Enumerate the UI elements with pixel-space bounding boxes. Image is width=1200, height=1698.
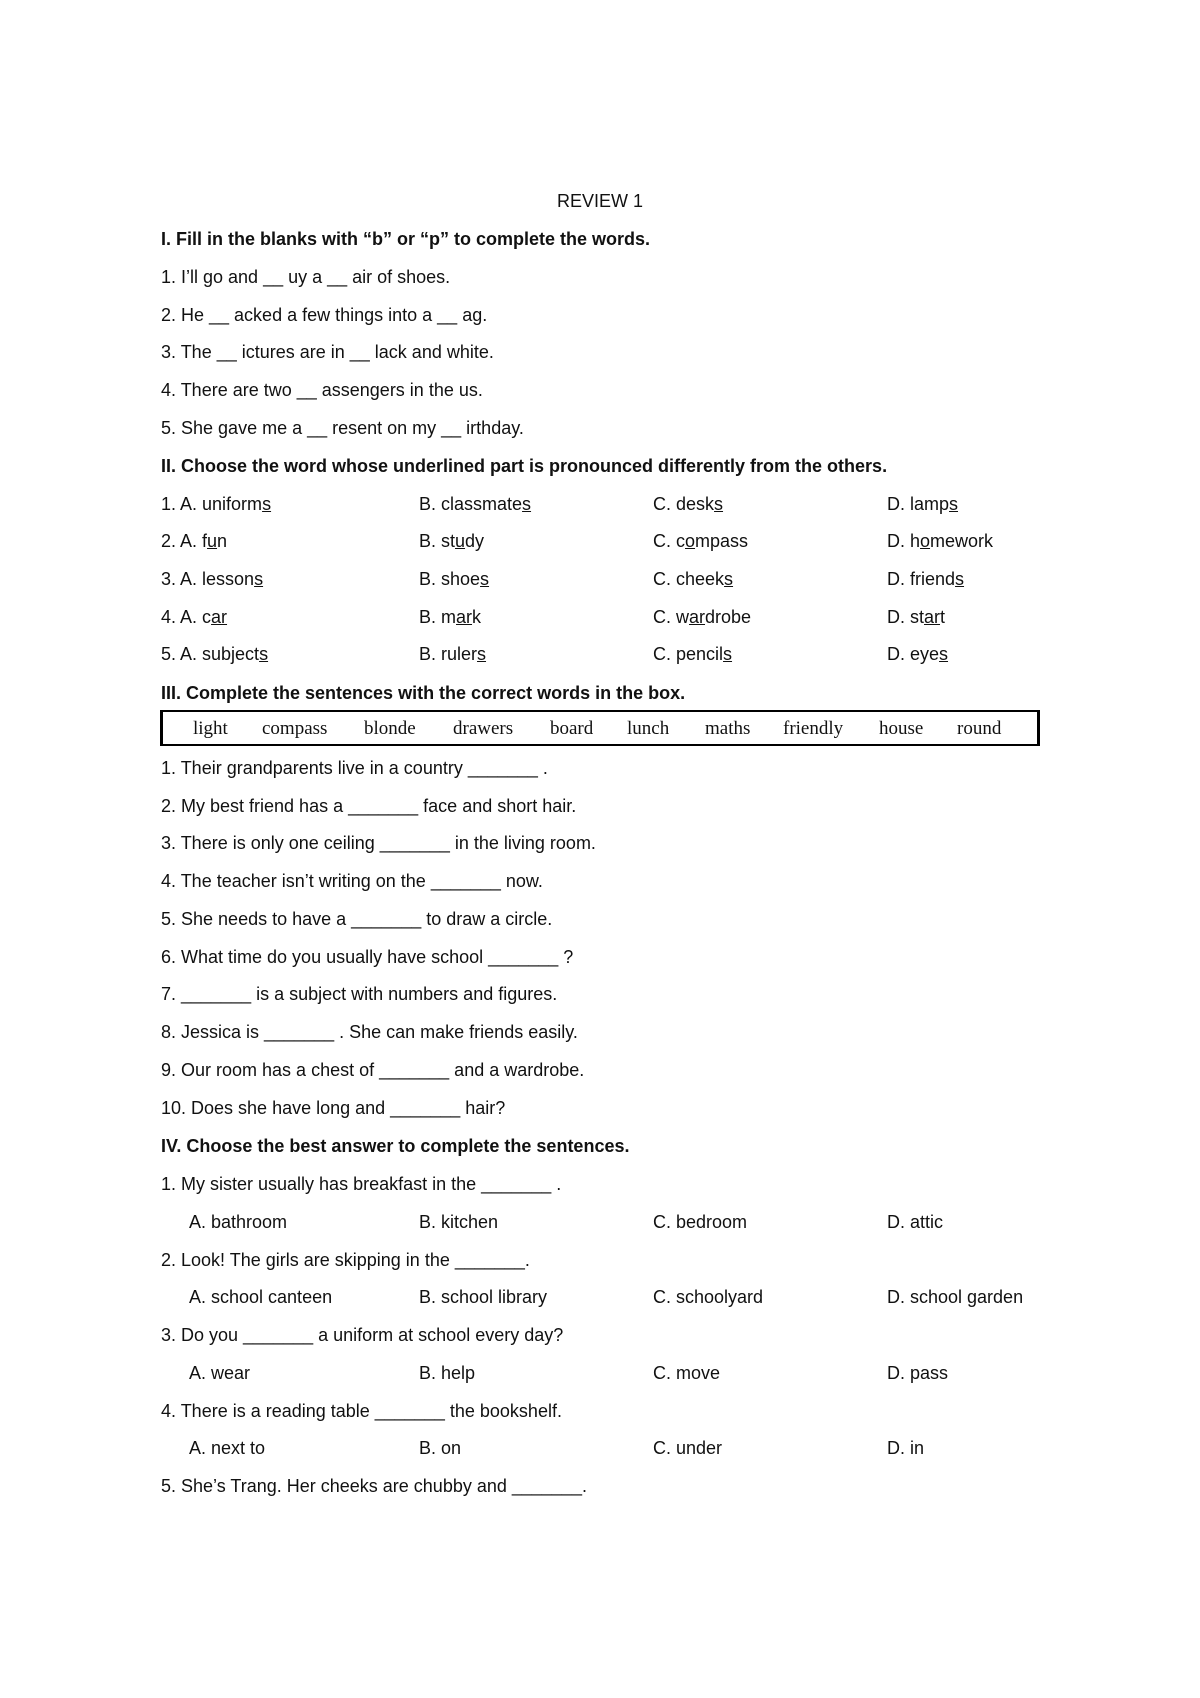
section2-option xyxy=(419,568,489,590)
answer-option: C. under xyxy=(653,1438,723,1458)
answer-option: A. school canteen xyxy=(189,1287,333,1307)
answer-option: A. bathroom xyxy=(189,1212,288,1232)
section4-question: 3. Do you _______ a uniform at school every day? xyxy=(161,1325,564,1345)
section2-option xyxy=(161,606,227,628)
underlined-part: s xyxy=(477,644,487,664)
answer-option: C. schoolyard xyxy=(653,1287,764,1307)
option-text: 3. A. lesson xyxy=(161,569,255,589)
section2-option xyxy=(161,493,271,515)
underlined-part: s xyxy=(262,494,272,514)
underlined-part: ar xyxy=(924,607,941,627)
option-text: C. w xyxy=(653,607,689,627)
underlined-part: u xyxy=(455,531,466,551)
underlined-part: ar xyxy=(689,607,706,627)
option-text: mework xyxy=(930,531,994,551)
option-text: B. shoe xyxy=(419,569,481,589)
option-text: C. pencil xyxy=(653,644,724,664)
box-word: drawers xyxy=(453,718,514,739)
section2-option xyxy=(419,530,484,552)
section3-item: 7. _______ is a subject with numbers and figures. xyxy=(161,984,558,1004)
underlined-part: ar xyxy=(211,607,228,627)
section1-heading: I. Fill in the blanks with “b” or “p” to complete the words. xyxy=(161,229,651,249)
option-text: D. friend xyxy=(887,569,956,589)
underlined-part: o xyxy=(920,531,931,551)
underlined-part: s xyxy=(522,494,532,514)
section3-item: 5. She needs to have a _______ to draw a circle. xyxy=(161,909,553,929)
section3-item: 4. The teacher isn’t writing on the _______ now. xyxy=(161,871,543,891)
answer-option: D. attic xyxy=(887,1212,944,1232)
answer-option: C. bedroom xyxy=(653,1212,748,1232)
section2-option xyxy=(887,493,958,515)
answer-option: A. wear xyxy=(189,1363,251,1383)
underlined-part: s xyxy=(939,644,949,664)
section2-option xyxy=(887,530,993,552)
option-text: 1. A. uniform xyxy=(161,494,263,514)
section2-option xyxy=(419,606,481,628)
option-text: B. ruler xyxy=(419,644,478,664)
box-word: maths xyxy=(705,718,751,739)
section2-option xyxy=(161,530,227,552)
section2-option xyxy=(887,643,948,665)
option-text: n xyxy=(217,531,228,551)
option-text: 4. A. c xyxy=(161,607,212,627)
box-word: house xyxy=(879,718,924,739)
answer-option: D. pass xyxy=(887,1363,949,1383)
section1-item: 2. He __ acked a few things into a __ ag. xyxy=(161,305,488,325)
option-text: C. cheek xyxy=(653,569,725,589)
box-word: board xyxy=(550,718,594,739)
section2-option xyxy=(161,568,263,590)
underlined-part: s xyxy=(480,569,490,589)
option-text: D. lamp xyxy=(887,494,950,514)
section2-option xyxy=(419,493,531,515)
option-text: B. st xyxy=(419,531,456,551)
option-text: C. c xyxy=(653,531,686,551)
answer-option: D. in xyxy=(887,1438,925,1458)
box-word: light xyxy=(193,718,228,739)
section1-item: 3. The __ ictures are in __ lack and white. xyxy=(161,342,494,362)
section1-item: 5. She gave me a __ resent on my __ irthday. xyxy=(161,418,524,438)
section2-option xyxy=(653,493,723,515)
underlined-part: s xyxy=(955,569,965,589)
option-text: B. m xyxy=(419,607,457,627)
section3-item: 1. Their grandparents live in a country _______ . xyxy=(161,758,548,778)
option-text: drobe xyxy=(705,607,752,627)
section2-option xyxy=(653,606,751,628)
section2-option xyxy=(653,568,733,590)
section2-heading: II. Choose the word whose underlined part is pronounced differently from the others. xyxy=(161,456,888,476)
section2-option xyxy=(419,643,486,665)
option-text: 2. A. f xyxy=(161,531,208,551)
answer-option: B. kitchen xyxy=(419,1212,499,1232)
section4-heading: IV. Choose the best answer to complete the sentences. xyxy=(161,1136,630,1156)
box-word: lunch xyxy=(627,718,670,739)
word-box xyxy=(160,710,1040,746)
underlined-part: ar xyxy=(456,607,473,627)
section3-item: 10. Does she have long and _______ hair? xyxy=(161,1098,506,1118)
section3-heading: III. Complete the sentences with the correct words in the box. xyxy=(161,683,686,703)
option-text: C. desk xyxy=(653,494,715,514)
page-title: REVIEW 1 xyxy=(556,191,644,211)
section1-item: 4. There are two __ assengers in the us. xyxy=(161,380,483,400)
section3-item: 9. Our room has a chest of _______ and a wardrobe. xyxy=(161,1060,585,1080)
section2-option xyxy=(887,568,964,590)
underlined-part: u xyxy=(207,531,218,551)
box-word: round xyxy=(957,718,1002,739)
option-text: 5. A. subject xyxy=(161,644,260,664)
underlined-part: s xyxy=(259,644,269,664)
underlined-part: s xyxy=(254,569,264,589)
section3-item: 6. What time do you usually have school _______ ? xyxy=(161,947,574,967)
section4-question: 4. There is a reading table _______ the bookshelf. xyxy=(161,1401,562,1421)
section1-item: 1. I’ll go and __ uy a __ air of shoes. xyxy=(161,267,451,287)
option-text: k xyxy=(472,607,482,627)
option-text: B. classmate xyxy=(419,494,523,514)
option-text: mpass xyxy=(695,531,749,551)
section4-question: 5. She’s Trang. Her cheeks are chubby and _______. xyxy=(161,1476,587,1496)
section4-question: 2. Look! The girls are skipping in the _______. xyxy=(161,1250,530,1270)
section2-option xyxy=(653,643,732,665)
box-word: compass xyxy=(262,718,328,739)
box-word: blonde xyxy=(364,718,416,739)
box-word: friendly xyxy=(783,718,844,739)
option-text: t xyxy=(940,607,946,627)
answer-option: B. school library xyxy=(419,1287,548,1307)
section3-item: 8. Jessica is _______ . She can make friends easily. xyxy=(161,1022,578,1042)
section2-option xyxy=(653,530,748,552)
underlined-part: s xyxy=(714,494,724,514)
underlined-part: s xyxy=(949,494,959,514)
section2-option xyxy=(161,643,268,665)
section3-item: 2. My best friend has a _______ face and short hair. xyxy=(161,796,577,816)
underlined-part: o xyxy=(685,531,696,551)
option-text: D. eye xyxy=(887,644,940,664)
underlined-part: s xyxy=(723,644,733,664)
option-text: D. st xyxy=(887,607,925,627)
answer-option: C. move xyxy=(653,1363,721,1383)
underlined-part: s xyxy=(724,569,734,589)
section2-option xyxy=(887,606,945,628)
section4-question: 1. My sister usually has breakfast in the _______ . xyxy=(161,1174,562,1194)
answer-option: B. help xyxy=(419,1363,476,1383)
answer-option: D. school garden xyxy=(887,1287,1024,1307)
answer-option: B. on xyxy=(419,1438,462,1458)
answer-option: A. next to xyxy=(189,1438,266,1458)
option-text: dy xyxy=(465,531,485,551)
section3-item: 3. There is only one ceiling _______ in the living room. xyxy=(161,833,596,853)
option-text: D. h xyxy=(887,531,921,551)
